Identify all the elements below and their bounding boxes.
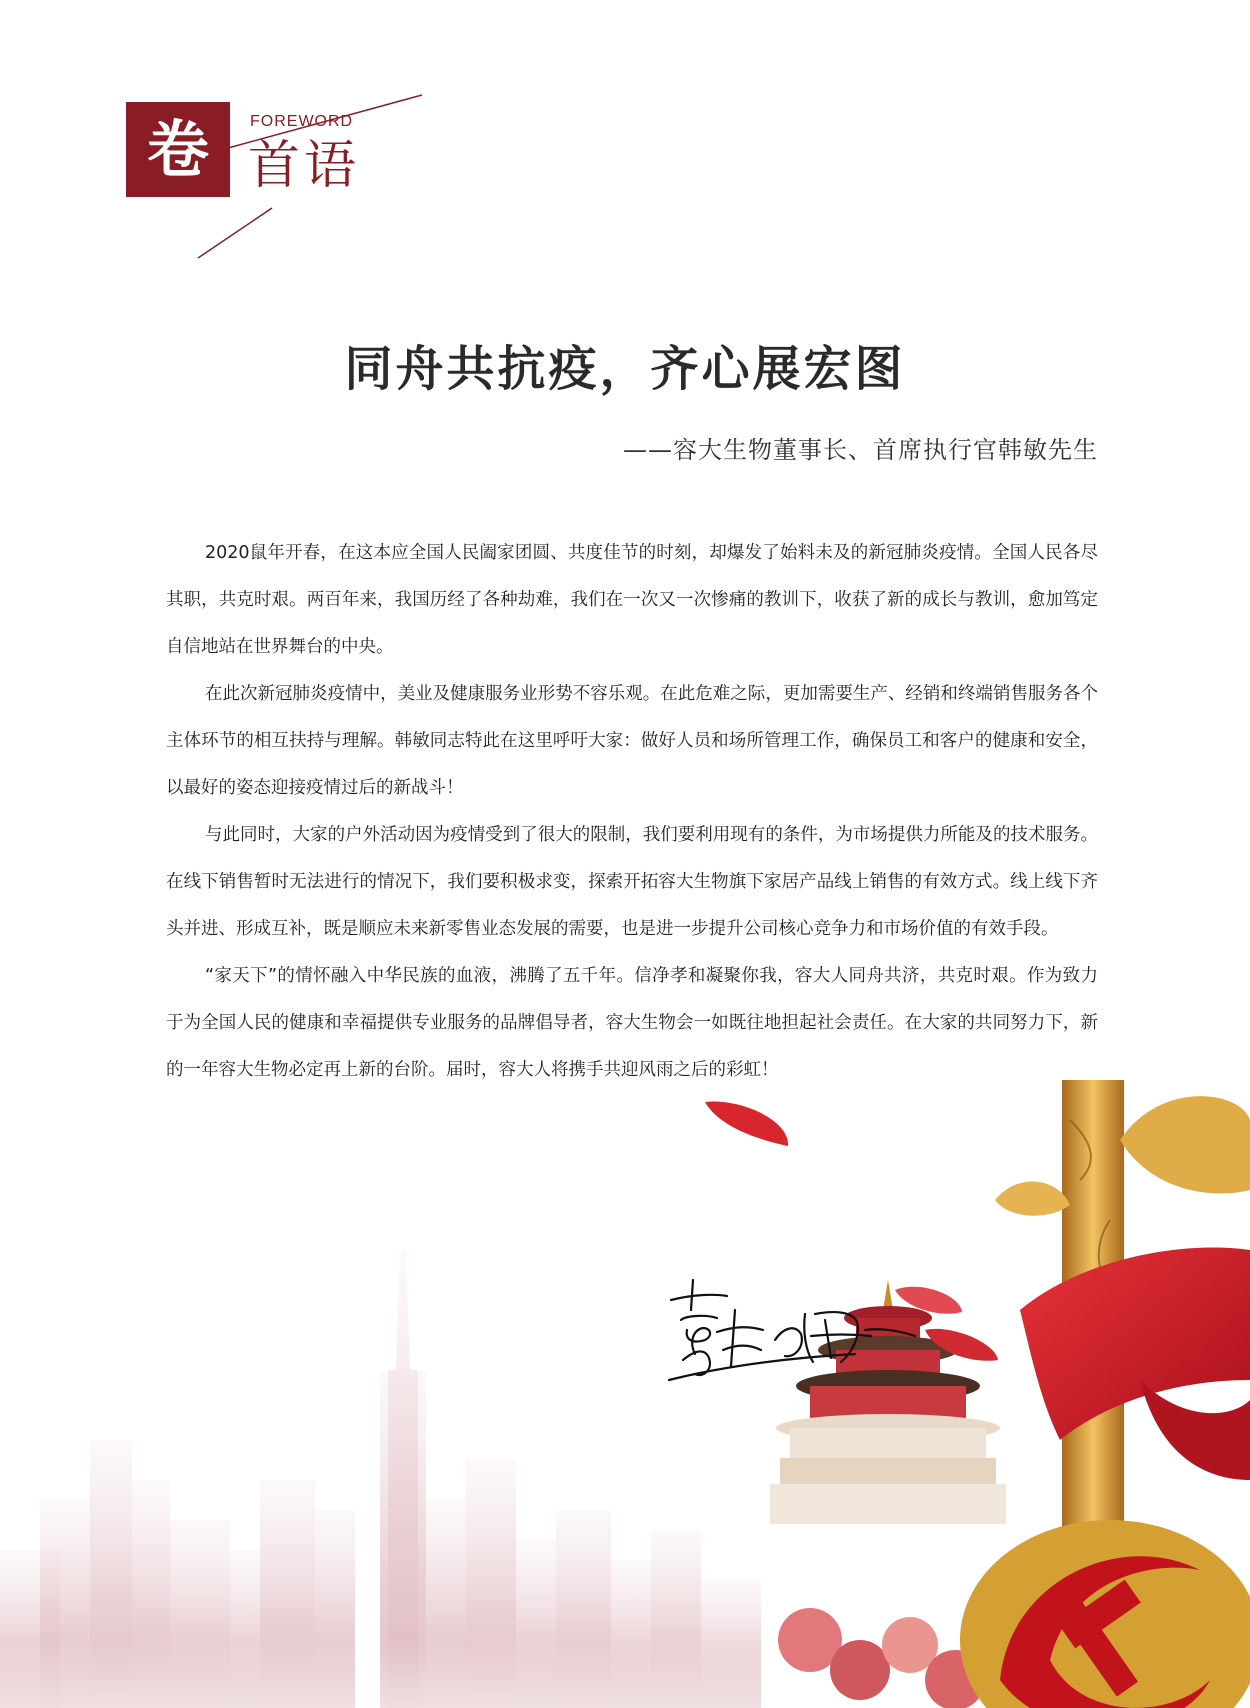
city-skyline: [0, 1250, 761, 1708]
red-ribbon: [1020, 1248, 1250, 1481]
page-subtitle: ——容大生物董事长、首席执行官韩敏先生: [623, 436, 1098, 464]
foreword-badge: [126, 102, 230, 197]
signature: [665, 1270, 925, 1400]
foreword-label-cn: 首语: [248, 136, 361, 196]
emblem: [960, 1520, 1250, 1708]
paragraph: 与此同时，大家的户外活动因为疫情受到了很大的限制，我们要利用现有的条件，为市场提供力所能及的技术服务。在线下销售暂时无法进行的情况下，我们要积极求变，探索开拓容大生物旗下家居产品线上销售的有效方式。线上线下齐头并进、形成互补，既是顺应未来新零售业态发展的需要，也是进一步提升公司核心竞争力和市场价值的有效手段。: [166, 825, 1098, 939]
badge-character: 卷: [146, 112, 209, 186]
foreword-label-en: FOREWORD: [250, 113, 354, 130]
paragraph: 2020鼠年开春，在这本应全国人民阖家团圆、共度佳节的时刻，却爆发了始料未及的新冠肺炎疫情。全国人民各尽其职，共克时艰。两百年来，我国历经了各种劫难，我们在一次又一次惨痛的教训下，收获了新的成长与教训，愈加笃定自信地站在世界舞台的中央。: [166, 543, 1098, 657]
skyline-illustration: [0, 1080, 1250, 1708]
paragraph: 在此次新冠肺炎疫情中，美业及健康服务业形势不容乐观。在此危难之际，更加需要生产、经销和终端销售服务各个主体环节的相互扶持与理解。韩敏同志特此在这里呼吁大家：做好人员和场所管理工作，确保员工和客户的健康和安全，以最好的姿态迎接疫情过后的新战斗！: [166, 684, 1098, 798]
body-text: [166, 530, 1098, 1094]
page-title: 同舟共抗疫，齐心展宏图: [344, 341, 906, 397]
paragraph: “家天下”的情怀融入中华民族的血液，沸腾了五千年。信净孝和凝聚你我，容大人同舟共济，共克时艰。作为致力于为全国人民的健康和幸福提供专业服务的品牌倡导者，容大生物会一如既往地担起社会责任。在大家的共同努力下，新的一年容大生物必定再上新的台阶。届时，容大人将携手共迎风雨之后的彩虹！: [166, 966, 1098, 1080]
